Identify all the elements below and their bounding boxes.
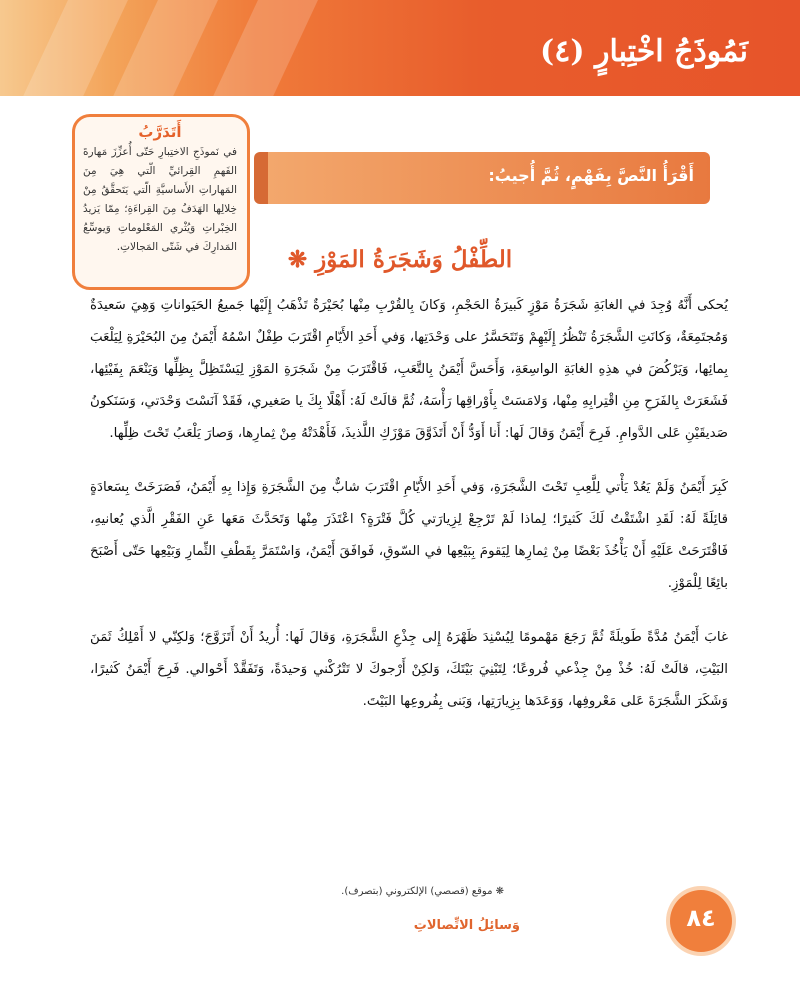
story-paragraph: غابَ أَيْمَنُ مُدَّةً طَويلَةً ثُمَّ رَجَعَ مَهْمومًا لِيُسْنِدَ ظَهْرَهُ إِلى جِذْعِ الشَّجَرَةِ، وَقالَ لَها: أُريدُ أَنْ أَتَزَوَّجَ؛ وَلكِنّي لا أَمْلِكُ ثَمَنَ البَيْتِ، قالَتْ لَهُ: خُذْ مِنْ جِذْعي فُروعًا؛ لِتَبْنِيَ بَيْتَكَ، وَلكِنْ أَرْجوكَ لا تَتْرُكْني وَحيدَةً، وَتَفَقَّدْ أَحْوالي. فَرِحَ أَيْمَنُ كَثيرًا، وَشَكَرَ الشَّجَرَةَ عَلى مَعْروفِها، وَوَعَدَها بِزِيارَتِها، وَبَنى بِفُروعِها البَيْتَ. bbox=[90, 630, 728, 709]
story-paragraph: يُحكى أَنَّهُ وُجِدَ في الغابَةِ شَجَرَةُ مَوْزٍ كَبيرَةُ الحَجْمِ، وَكانَ بِالقُرْبِ مِنْها بُحَيْرَةٌ تَذْهَبُ إِلَيْها جَميعُ الحَيَواناتِ وَهِيَ سَعيدَةٌ وَمُجتَمِعَةٌ، وَكانَتِ الشَّجَرَةُ تَنْظُرُ إِلَيْهِمْ وَتَتَحَسَّرُ على وَحْدَتِها، وَفي أَحَدِ الأَيّامِ اقْتَرَبَ طِفْلٌ اسْمُهُ أَيْمَنُ مِنَ البُحَيْرَةِ لِيَلْعَبَ بِمائِها، وَيَرْكُضَ في هذِهِ الغابَةِ الواسِعَةِ، وَأَحَسَّ أَيْمَنُ بِالتَّعَبِ، فَاقْتَرَبَ مِنْ شَجَرَةِ المَوْزِ لِيَسْتَظِلَّ بِظِلِّها وَيَنْعَمَ بِفَيْئِها، فَشَعَرَتْ بِالفَرَحِ مِنِ اقْتِرابِهِ مِنْها، وَلامَسَتْ بِأَوْراقِها رَأْسَهُ، ثُمَّ قالَتْ لَهُ: أَهْلًا بِكَ يا صَغيري، فَقَدْ آنَسْتَ وَحْدَتي، وَسَنَكونُ صَديقَيْنِ عَلى الدَّوامِ. فَرِحَ أَيْمَنُ وَقالَ لَها: أَنا أَوَدُّ أَنْ أَتَذَوَّقَ مَوْزَكِ اللَّذيذَ، فَأَهْدَتْهُ مِنْ ثِمارِها، وَصارَ يَلْعَبُ تَحْتَ ظِلِّها. bbox=[90, 298, 728, 441]
header-decoration bbox=[193, 0, 328, 96]
tip-title: أَتَدَرَّبُ bbox=[138, 123, 182, 141]
instruction-banner bbox=[262, 152, 710, 204]
page-number: ٨٤ bbox=[686, 904, 716, 932]
page-title: نَمُوذَجُ اخْتِبارٍ (٤) bbox=[540, 34, 748, 69]
source-footnote: ❋ موقع (قصصي) الإلكتروني (بتصرف). bbox=[341, 886, 504, 897]
story-paragraph: كَبِرَ أَيْمَنُ وَلَمْ يَعُدْ يَأْتي لِلَّعِبِ تَحْتَ الشَّجَرَةِ، وَفي أَحَدِ الأَيّامِ اقْتَرَبَ شابٌّ مِنَ الشَّجَرَةِ وَإِذا بِهِ أَيْمَنُ، فَصَرَخَتْ بِسَعادَةٍ قائِلَةً لَهُ: لَقَدِ اشْتَقْتُ لَكَ كَثيرًا؛ لِماذا لَمْ تَرْجِعْ لِزِيارَتي كُلَّ فَتْرَةٍ؟ اعْتَذَرَ مِنْها وَتَحَدَّثَ مَعَها عَنِ الفَقْرِ الَّذي يُعانيهِ، فَاقْتَرَحَتْ عَلَيْهِ أَنْ يَأْخُذَ بَعْضًا مِنْ ثِمارِها لِيَقومَ بِبَيْعِها في السّوقِ، فَوافَقَ أَيْمَنُ، وَاسْتَمَرَّ بِقَطْفِ الثِّمارِ وَبَيْعِها حَتّى أَصْبَحَ بائِعًا لِلْمَوْزِ. bbox=[90, 480, 728, 591]
header-decoration bbox=[3, 0, 138, 96]
instruction-label: أَقْرَأُ النَّصَّ بِفَهْمٍ، ثُمَّ أُجيبُ: bbox=[488, 166, 694, 185]
unit-label: وَسائِلُ الاتِّصالاتِ bbox=[413, 918, 520, 933]
header-banner bbox=[0, 0, 800, 96]
story-title: الطِّفْلُ وَشَجَرَةُ المَوْزِ ❋ bbox=[287, 246, 513, 273]
page-number-badge bbox=[670, 890, 732, 952]
tip-text: في نَموذَجِ الاختِبارِ حَتّى أُعزِّزَ مَهارةَ الفَهمِ القِرائيِّ الّتي هِيَ مِنَ المَهاراتِ الأَساسيَّةِ الّتي يَتَحقَّقُ مِنْ خِلالِها الهَدَفُ مِنَ القِراءَةِ؛ مِمّا يَزيدُ الخِبْراتِ وَيُثْري المَعْلوماتِ وَيوسِّعُ المَدارِكَ في شَتّى المَجالاتِ. bbox=[83, 146, 237, 253]
story-body bbox=[90, 290, 728, 740]
instruction-notch bbox=[254, 152, 268, 204]
